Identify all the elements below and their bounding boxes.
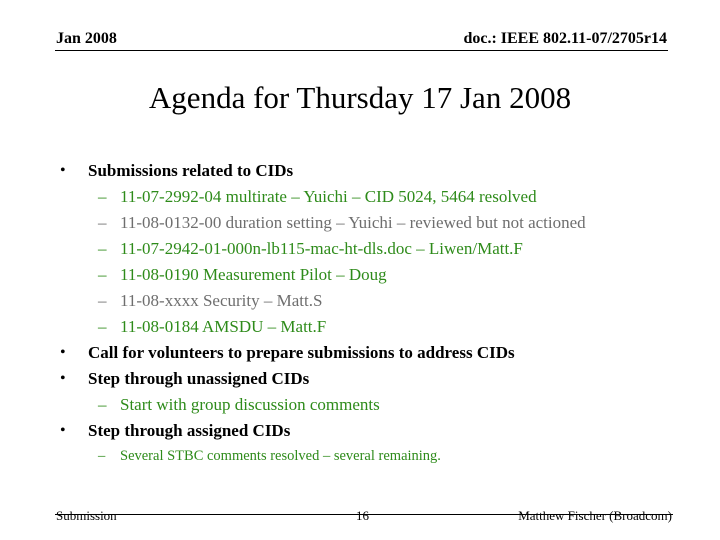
bullet-icon: •	[60, 162, 66, 179]
list-item-text: 11-08-0190 Measurement Pilot – Doug	[120, 265, 387, 284]
footer-submission: Submission	[56, 508, 117, 523]
bullet-icon: •	[60, 422, 66, 439]
dash-icon: –	[98, 291, 107, 310]
footer-author: Matthew Fischer (Broadcom)	[518, 508, 672, 523]
agenda-item-3-text: Step through unassigned CIDs	[88, 369, 310, 388]
header-divider	[55, 50, 668, 51]
bullet-icon: •	[60, 370, 66, 387]
dash-icon: –	[98, 265, 107, 284]
list-item-text: 11-07-2992-04 multirate – Yuichi – CID 5024, 5464 resolved	[120, 187, 537, 206]
list-item-text: 11-08-0132-00 duration setting – Yuichi – reviewed but not actioned	[120, 213, 586, 232]
list-item-text: Start with group discussion comments	[120, 395, 380, 414]
dash-icon: –	[98, 395, 107, 414]
list-item-text: 11-07-2942-01-000n-lb115-mac-ht-dls.doc – Liwen/Matt.F	[120, 239, 523, 258]
dash-icon: –	[98, 213, 107, 232]
agenda-item-4-text: Step through assigned CIDs	[88, 421, 291, 440]
dash-icon: –	[98, 187, 107, 206]
dash-icon: –	[98, 239, 107, 258]
header-doc-id: doc.: IEEE 802.11-07/2705r14	[463, 30, 667, 47]
agenda-item-2-text: Call for volunteers to prepare submissions to address CIDs	[88, 343, 515, 362]
dash-icon: –	[98, 448, 106, 464]
header-date: Jan 2008	[56, 30, 117, 47]
footer-page-number: 16	[356, 508, 369, 523]
bullet-icon: •	[60, 344, 66, 361]
list-item-text: 11-08-xxxx Security – Matt.S	[120, 291, 323, 310]
agenda-item-1-text: Submissions related to CIDs	[88, 161, 294, 180]
slide-title: Agenda for Thursday 17 Jan 2008	[148, 80, 572, 115]
list-item-text: Several STBC comments resolved – several remaining.	[120, 448, 441, 464]
list-item-text: 11-08-0184 AMSDU – Matt.F	[120, 317, 327, 336]
dash-icon: –	[98, 317, 107, 336]
